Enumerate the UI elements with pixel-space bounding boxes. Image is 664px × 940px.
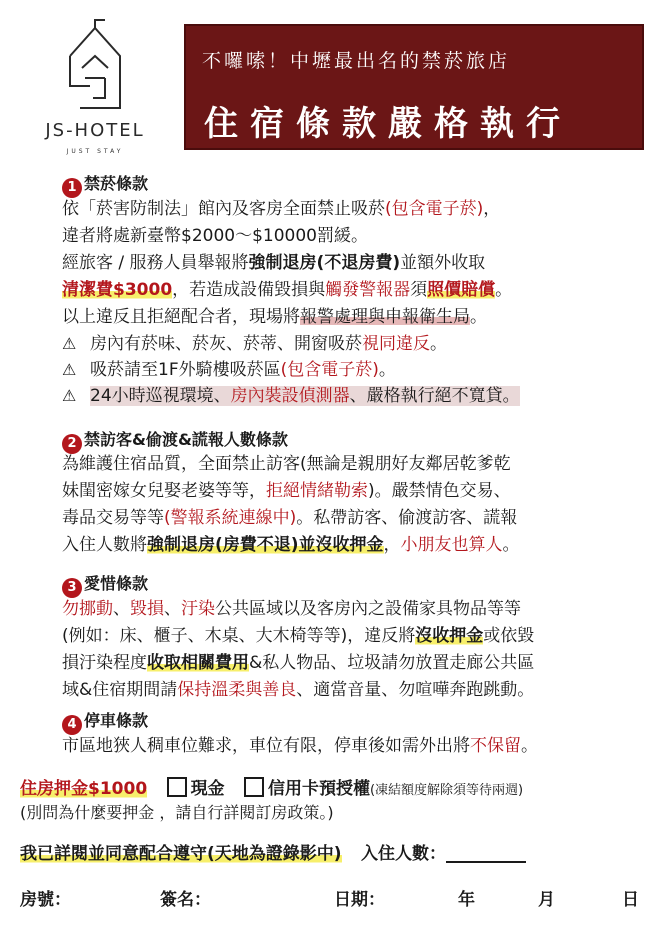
deposit-explanation: (別問為什麼要押金 ，請自行詳閱訂房政策。) bbox=[20, 803, 334, 822]
banner-title: 住宿條款嚴格執行 bbox=[204, 104, 572, 144]
s1-warning-1: ⚠ 房內有菸味、菸灰、菸蒂、開窗吸菸視同違反。 bbox=[62, 331, 447, 357]
s1-line-3: 經旅客 / 服務人員舉報將強制退房(不退房費)並額外收取 bbox=[62, 253, 486, 273]
s1-warning-2: ⚠ 吸菸請至1F外騎樓吸菸區(包含電子菸)。 bbox=[62, 357, 396, 383]
s3-line-2: (例如：床、櫃子、木桌、大木椅等等)，違反將沒收押金或依毀 bbox=[62, 626, 535, 646]
deposit-label: 住房押金$1000 bbox=[20, 779, 148, 799]
deposit-note: (凍結額度解除須等待兩週) bbox=[369, 783, 524, 798]
s1-line-2: 違者將處新臺幣$2000～$10000罰緩。 bbox=[62, 226, 368, 246]
header-banner bbox=[184, 24, 644, 150]
s4-line-1: 市區地狹人稠車位難求，車位有限，停車後如需外出將不保留。 bbox=[62, 736, 538, 756]
s1-line-5: 以上違反且拒絕配合者，現場將報警處理與申報衛生局。 bbox=[62, 307, 487, 327]
section-number-badge: 3 bbox=[62, 578, 82, 598]
brand-tagline: JUST STAY bbox=[66, 148, 124, 155]
section-1-title: 1 禁菸條款 bbox=[62, 171, 148, 198]
day-label: 日 bbox=[622, 890, 639, 910]
warning-icon: ⚠ bbox=[62, 386, 77, 405]
brand-name: JS-HOTEL bbox=[45, 120, 145, 141]
agreement-row bbox=[20, 839, 526, 864]
s1-line-1: 依「菸害防制法」館內及客房全面禁止吸菸(包含電子菸)， bbox=[62, 199, 501, 219]
section-number-badge: 1 bbox=[62, 178, 82, 198]
section-number-badge: 2 bbox=[62, 434, 82, 454]
s3-line-4: 域&住宿期間請保持溫柔與善良、適當音量、勿喧嘩奔跑跳動。 bbox=[62, 680, 535, 700]
section-3-title: 3 愛惜條款 bbox=[62, 571, 148, 598]
s1-warning-3: ⚠ 24小時巡視環境、房內裝設偵測器、嚴格執行絕不寬貸。 bbox=[62, 383, 520, 409]
s2-line-4: 入住人數將強制退房(房費不退)並沒收押金，小朋友也算人。 bbox=[62, 535, 520, 555]
year-label: 年 bbox=[458, 890, 475, 910]
s2-line-1: 為維護住宿品質，全面禁止訪客(無論是親朋好友鄰居乾爹乾 bbox=[62, 454, 511, 474]
room-number-label: 房號： bbox=[20, 890, 71, 910]
warning-icon: ⚠ bbox=[62, 334, 77, 353]
warning-icon: ⚠ bbox=[62, 360, 77, 379]
s2-line-2: 妹閨密嫁女兒娶老婆等等，拒絕情緒勒索)。嚴禁情色交易、 bbox=[62, 481, 511, 501]
deposit-row bbox=[20, 774, 523, 799]
s1-line-4: 清潔費$3000，若造成設備毀損與觸發警報器須照價賠償。 bbox=[62, 280, 513, 300]
guest-count-field[interactable] bbox=[446, 843, 526, 863]
month-label: 月 bbox=[538, 890, 555, 910]
cash-option-label: 現金 bbox=[190, 779, 225, 799]
s3-line-1: 勿挪動、毀損、汙染公共區域以及客房內之設備家具物品等等 bbox=[62, 599, 521, 619]
section-number-badge: 4 bbox=[62, 715, 82, 735]
cash-checkbox[interactable] bbox=[167, 777, 187, 797]
date-label: 日期： bbox=[334, 890, 385, 910]
hotel-logo bbox=[20, 14, 170, 154]
section-2-title: 2 禁訪客&偷渡&謊報人數條款 bbox=[62, 427, 288, 454]
signature-label: 簽名： bbox=[160, 890, 211, 910]
section-4-title: 4 停車條款 bbox=[62, 708, 148, 735]
agreement-statement: 我已詳閱並同意配合遵守(天地為證錄影中) bbox=[20, 844, 342, 864]
s2-line-3: 毒品交易等等(警報系統連線中)。私帶訪客、偷渡訪客、謊報 bbox=[62, 508, 518, 528]
house-logo-icon bbox=[60, 16, 130, 116]
credit-card-option-label: 信用卡預授權 bbox=[267, 779, 370, 799]
banner-subtitle: 不囉嗦！中壢最出名的禁菸旅店 bbox=[202, 50, 511, 72]
s3-line-3: 損汙染程度收取相關費用&私人物品、垃圾請勿放置走廊公共區 bbox=[62, 653, 535, 673]
guest-count-label: 入住人數： bbox=[360, 844, 446, 864]
credit-card-checkbox[interactable] bbox=[244, 777, 264, 797]
